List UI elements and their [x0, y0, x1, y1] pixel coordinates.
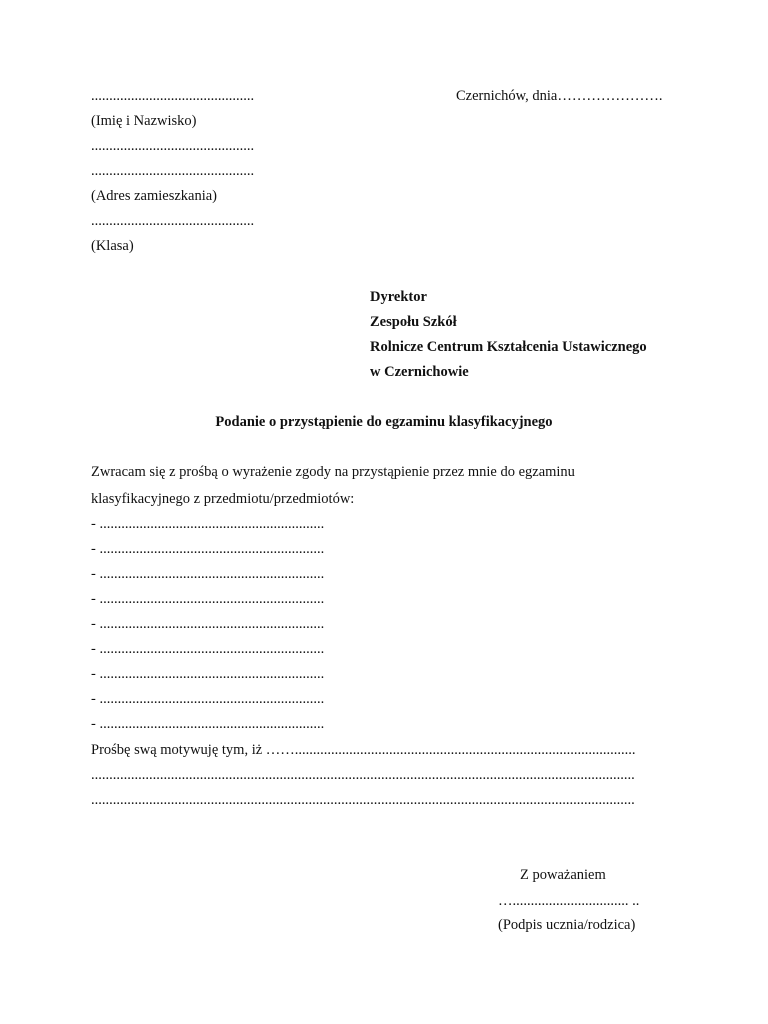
- document-title: Podanie o przystąpienie do egzaminu klasyfikacyjnego: [215, 414, 553, 430]
- motivation-line-2: ......................................................................................................................................................: [91, 767, 635, 783]
- subject-line: - ..............................................................: [91, 541, 325, 557]
- intro-line-2: klasyfikacyjnego z przedmiotu/przedmiotów:: [91, 491, 355, 507]
- class-dotted-line: .............................................: [91, 213, 255, 229]
- recipient-line-2: Zespołu Szkół: [370, 314, 457, 330]
- address-label: (Adres zamieszkania): [91, 188, 218, 204]
- subject-line: - ..............................................................: [91, 516, 325, 532]
- name-dotted-line: .............................................: [91, 88, 255, 104]
- signature-label: (Podpis ucznia/rodzica): [498, 917, 636, 933]
- subject-line: - ..............................................................: [91, 641, 325, 657]
- subject-line: - ..............................................................: [91, 591, 325, 607]
- place-date: Czernichów, dnia………………….: [456, 88, 663, 104]
- address-dotted-line-1: .............................................: [91, 138, 255, 154]
- closing-greeting: Z poważaniem: [520, 867, 606, 883]
- signature-dotted-line: …................................ ..: [498, 893, 640, 909]
- recipient-line-3: Rolnicze Centrum Kształcenia Ustawicznego: [370, 339, 647, 355]
- intro-line-1: Zwracam się z prośbą o wyrażenie zgody na przystąpienie przez mnie do egzaminu: [91, 464, 575, 480]
- subject-line: - ..............................................................: [91, 716, 325, 732]
- subject-line: - ..............................................................: [91, 566, 325, 582]
- class-label: (Klasa): [91, 238, 134, 254]
- address-dotted-line-2: .............................................: [91, 163, 255, 179]
- motivation-line-3: ......................................................................................................................................................: [91, 792, 635, 808]
- motivation-line-1: Prośbę swą motywuję tym, iż ……..............................................................................................: [91, 742, 636, 758]
- subject-line: - ..............................................................: [91, 691, 325, 707]
- subject-line: - ..............................................................: [91, 616, 325, 632]
- name-label: (Imię i Nazwisko): [91, 113, 197, 129]
- recipient-line-4: w Czernichowie: [370, 364, 469, 380]
- recipient-line-1: Dyrektor: [370, 289, 427, 305]
- subject-line: - ..............................................................: [91, 666, 325, 682]
